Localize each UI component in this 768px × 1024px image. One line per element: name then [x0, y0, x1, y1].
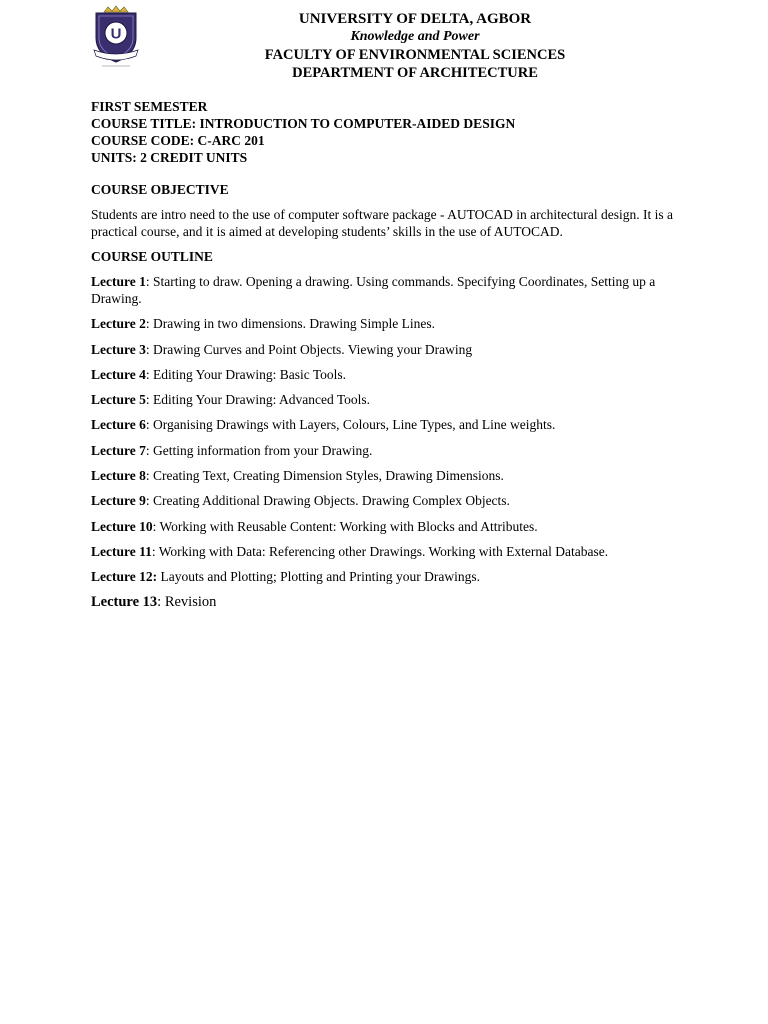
- university-crest-icon: [90, 4, 142, 70]
- lecture-text: Creating Additional Drawing Objects. Drawing Complex Objects.: [153, 493, 510, 509]
- list-item: Lecture 5: Editing Your Drawing: Advanced Tools.: [91, 392, 371, 408]
- lecture-label: Lecture 13: [91, 593, 158, 610]
- lecture-text: Drawing in two dimensions. Drawing Simple Lines.: [153, 316, 435, 332]
- lecture-label: Lecture 2: [91, 316, 146, 332]
- lecture-label: Lecture 6: [91, 417, 146, 433]
- lecture-text: Revision: [164, 593, 217, 610]
- lecture-text: Getting information from your Drawing.: [153, 442, 373, 458]
- outline-heading: COURSE OUTLINE: [91, 249, 213, 264]
- objective-heading: COURSE OBJECTIVE: [91, 182, 229, 197]
- list-item: Lecture 4: Editing Your Drawing: Basic Tools.: [91, 366, 347, 382]
- list-item: Lecture 6: Organising Drawings with Layers, Colours, Line Types, and Line weights.: [91, 417, 556, 433]
- list-item: Lecture 9: Creating Additional Drawing Objects. Drawing Complex Objects.: [91, 493, 510, 509]
- course-units: UNITS: 2 CREDIT UNITS: [91, 150, 248, 165]
- course-code: COURSE CODE: C-ARC 201: [91, 133, 265, 148]
- lecture-label: Lecture 1: [91, 274, 146, 289]
- university-motto: Knowledge and Power: [350, 29, 480, 44]
- lecture-label: Lecture 7: [91, 442, 146, 458]
- list-item: Lecture 13: Revision: [91, 593, 217, 610]
- list-item: Lecture 7: Getting information from your Drawing.: [91, 442, 373, 458]
- lecture-text: Organising Drawings with Layers, Colours, Line Types, and Line weights.: [153, 417, 556, 433]
- objective-text: Students are intro need to the use of computer software package - AUTOCAD in architectural design. It is a practical course, and it is aimed at developing students’ skills in the use of AUTOCAD.: [91, 207, 673, 239]
- list-item: Lecture 8: Creating Text, Creating Dimension Styles, Drawing Dimensions.: [91, 468, 504, 484]
- lecture-text: Working with Reusable Content: Working with Blocks and Attributes.: [159, 518, 538, 534]
- svg-text:U: U: [110, 25, 122, 43]
- university-name: UNIVERSITY OF DELTA, AGBOR: [298, 11, 532, 27]
- list-item: Lecture 1: Starting to draw. Opening a drawing. Using commands. Specifying Coordinates, Setting up a Drawing.: [91, 274, 656, 306]
- list-item: Lecture 2: Drawing in two dimensions. Drawing Simple Lines.: [91, 316, 435, 332]
- lecture-label: Lecture 12:: [91, 569, 158, 585]
- lecture-label: Lecture 4: [91, 366, 146, 382]
- list-item: [91, 568, 691, 585]
- lecture-label: Lecture 10: [91, 518, 153, 534]
- list-item: Lecture 3: Drawing Curves and Point Objects. Viewing your Drawing: [91, 341, 473, 357]
- lecture-label: Lecture 9: [91, 493, 146, 509]
- lecture-label: Lecture 3: [91, 341, 146, 357]
- lecture-text: Drawing Curves and Point Objects. Viewing your Drawing: [153, 341, 473, 357]
- document-header: [160, 10, 670, 82]
- lecture-text: Editing Your Drawing: Advanced Tools.: [153, 392, 371, 408]
- lecture-text: Editing Your Drawing: Basic Tools.: [153, 366, 347, 382]
- semester: FIRST SEMESTER: [91, 99, 208, 114]
- lecture-label: Lecture 5: [91, 392, 146, 408]
- list-item: Lecture 10: Working with Reusable Content: Working with Blocks and Attributes.: [91, 518, 538, 534]
- department-name: DEPARTMENT OF ARCHITECTURE: [292, 65, 538, 81]
- lecture-text: Creating Text, Creating Dimension Styles, Drawing Dimensions.: [153, 468, 504, 484]
- lecture-label: Lecture 8: [91, 468, 146, 484]
- faculty-name: FACULTY OF ENVIRONMENTAL SCIENCES: [264, 47, 566, 63]
- lecture-list: [91, 273, 691, 619]
- lecture-text: Starting to draw. Opening a drawing. Using commands. Specifying Coordinates, Setting up a Drawing.: [91, 274, 656, 306]
- list-item: Lecture 11: Working with Data: Referencing other Drawings. Working with External Database.: [91, 543, 609, 559]
- course-title: COURSE TITLE: INTRODUCTION TO COMPUTER-AIDED DESIGN: [91, 116, 516, 131]
- course-info: [91, 98, 515, 166]
- lecture-text: Working with Data: Referencing other Drawings. Working with External Database.: [158, 543, 609, 559]
- lecture-label: Lecture 11: [91, 543, 152, 559]
- lecture-text: Layouts and Plotting; Plotting and Printing your Drawings.: [160, 569, 480, 585]
